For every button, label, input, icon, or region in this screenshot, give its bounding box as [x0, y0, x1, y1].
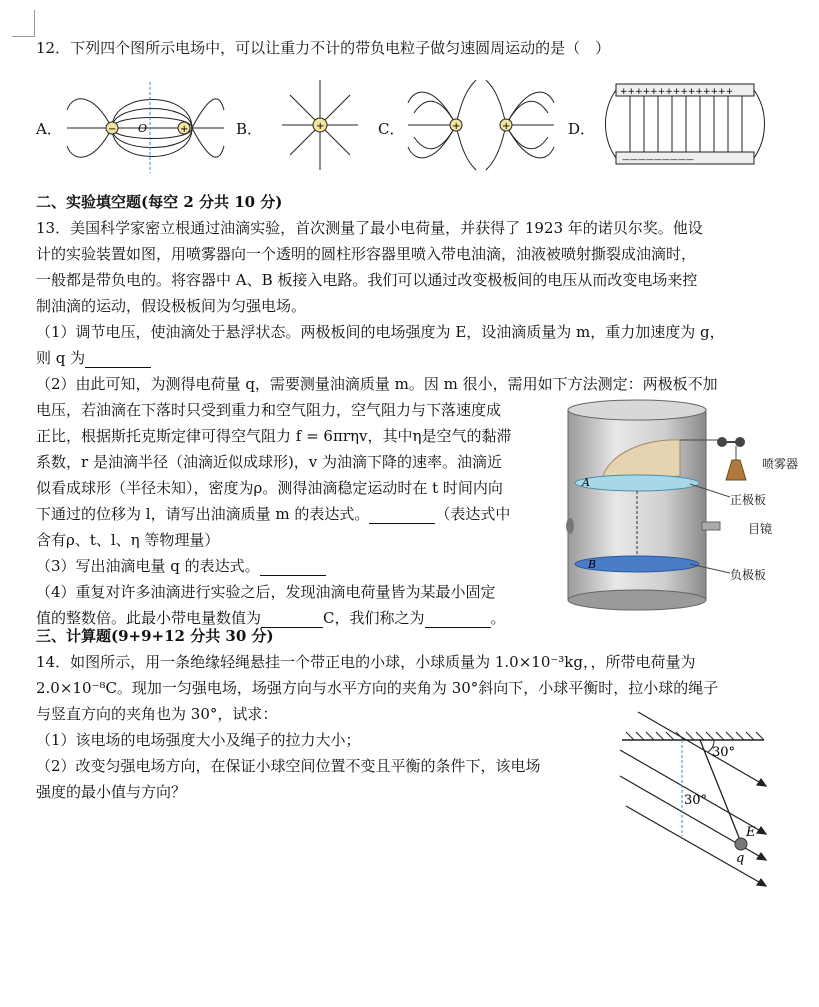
diagram-a-label-o: O [138, 122, 148, 135]
sprayer-icon [712, 432, 760, 484]
q14-part1: （1）该电场的电场强度大小及绳子的拉力大小； [36, 731, 361, 749]
option-d-label: D． [568, 120, 596, 138]
answer-blank-1[interactable] [85, 351, 151, 368]
positive-plate-label: 正极板 [730, 493, 767, 507]
q13-part1-a: （1）调节电压，使油滴处于悬浮状态。两极板间的电场强度为 E，设油滴质量为 m，重力加速度为 g， [36, 323, 725, 341]
q13-part3: （3）写出油滴电量 q 的表达式。 [36, 557, 260, 575]
q13-line3: 一般都是带负电的。将容器中 A、B 板接入电路。我们可以通过改变极板间的电压从而改变电场来控 [36, 271, 698, 289]
diagram-c-like-charges [404, 78, 559, 173]
q13-part1-b: 则 q 为 [36, 349, 86, 367]
figure-leader-lines [690, 480, 730, 580]
diagram-d-plus-row: +++++++++++++++ [620, 87, 734, 97]
svg-text:+: + [452, 121, 461, 132]
svg-text:+: + [180, 124, 189, 135]
q13-part4-b3: 。 [490, 609, 506, 627]
option-c-label: C． [378, 120, 405, 138]
q13-line2: 计的实验装置如图，用喷雾器向一个透明的圆柱形容器里喷入带电油滴，油液被喷射撕裂成油滴时， [36, 245, 697, 263]
q14-line2: 2.0×10⁻⁸C。现加一匀强电场，场强方向与水平方向的夹角为 30°斜向下，小球平衡时，拉小球的绳子 [36, 679, 719, 697]
corner-mark [12, 10, 35, 37]
q13-part2-a: （2）由此可知，为测得电荷量 q，需要测量油滴质量 m。因 m 很小，需用如下方法测定：两极板不加 [36, 375, 718, 393]
angle-top-label: 30° [712, 745, 736, 760]
diagram-a-dipole [62, 80, 227, 175]
answer-blank-5[interactable] [425, 611, 491, 628]
q13-line1: 13．美国科学家密立根通过油滴实验，首次测量了最小电荷量，并获得了 1923 年的诺贝尔奖。他设 [36, 219, 703, 237]
q13-part2-b: 电压，若油滴在下落时只受到重力和空气阻力，空气阻力与下落速度成 [36, 401, 502, 419]
q13-line4: 制油滴的运动，假设极板间为匀强电场。 [36, 297, 307, 315]
svg-text:+: + [502, 121, 511, 132]
q14-line1: 14．如图所示，用一条绝缘轻绳悬挂一个带正电的小球，小球质量为 1.0×10⁻³kg，，所带电荷量为 [36, 653, 696, 671]
section2-title: 二、实验填空题(每空 2 分共 10 分) [36, 193, 283, 211]
negative-plate-label: 负极板 [730, 568, 767, 582]
section3-title: 三、计算题(9+9+12 分共 30 分) [36, 627, 274, 645]
q12-stem: 12．下列四个图所示电场中，可以让重力不计的带负电粒子做匀速圆周运动的是（ ） [36, 39, 611, 57]
diagram-d-minus-row: ————————— [622, 155, 694, 164]
q13-part2-c: 正比，根据斯托克斯定律可得空气阻力 f = 6πrηv，其中η是空气的黏滞 [36, 427, 512, 445]
pendulum-field-figure [618, 706, 778, 896]
eyepiece-label: 目镜 [748, 522, 773, 536]
option-a-label: A． [36, 120, 62, 138]
plate-a-label: A [582, 476, 590, 489]
option-b-label: B． [236, 120, 263, 138]
sprayer-label: 喷雾器 [762, 457, 799, 471]
q14-part2-a: （2）改变匀强电场方向，在保证小球空间位置不变且平衡的条件下，该电场 [36, 757, 541, 775]
q13-part2-f1: 下通过的位移为 l，请写出油滴质量 m 的表达式。 [36, 505, 370, 523]
svg-text:+: + [316, 121, 325, 132]
q14-part2-b: 强度的最小值与方向？ [36, 783, 187, 801]
answer-blank-2[interactable] [369, 507, 435, 524]
q13-part4-b1: 值的整数倍。此最小带电量数值为 [36, 609, 262, 627]
angle-side-label: 30° [684, 793, 708, 808]
answer-blank-3[interactable] [260, 559, 326, 576]
q13-part2-d: 系数，r 是油滴半径（油滴近似成球形)，v 为油滴下降的速率。油滴近 [36, 453, 503, 471]
q13-part4-a: （4）重复对许多油滴进行实验之后，发现油滴电荷量皆为某最小固定 [36, 583, 496, 601]
field-e-label: E [746, 825, 756, 840]
q13-part2-e: 似看成球形（半径未知），密度为ρ。测得油滴稳定运动时在 t 时间内向 [36, 479, 503, 497]
charge-q-label: q [736, 851, 745, 866]
plate-b-label: B [588, 558, 597, 571]
q13-part2-f2: （表达式中 [435, 505, 511, 523]
q13-part4-b2: C，我们称之为 [323, 609, 425, 627]
diagram-b-point-charge [280, 78, 360, 173]
q14-line3: 与竖直方向的夹角也为 30°，试求： [36, 705, 278, 723]
q13-part2-g: 含有ρ、t、l、η 等物理量） [36, 531, 220, 549]
diagram-d-parallel-plates [600, 80, 770, 170]
svg-text:−: − [108, 124, 117, 135]
